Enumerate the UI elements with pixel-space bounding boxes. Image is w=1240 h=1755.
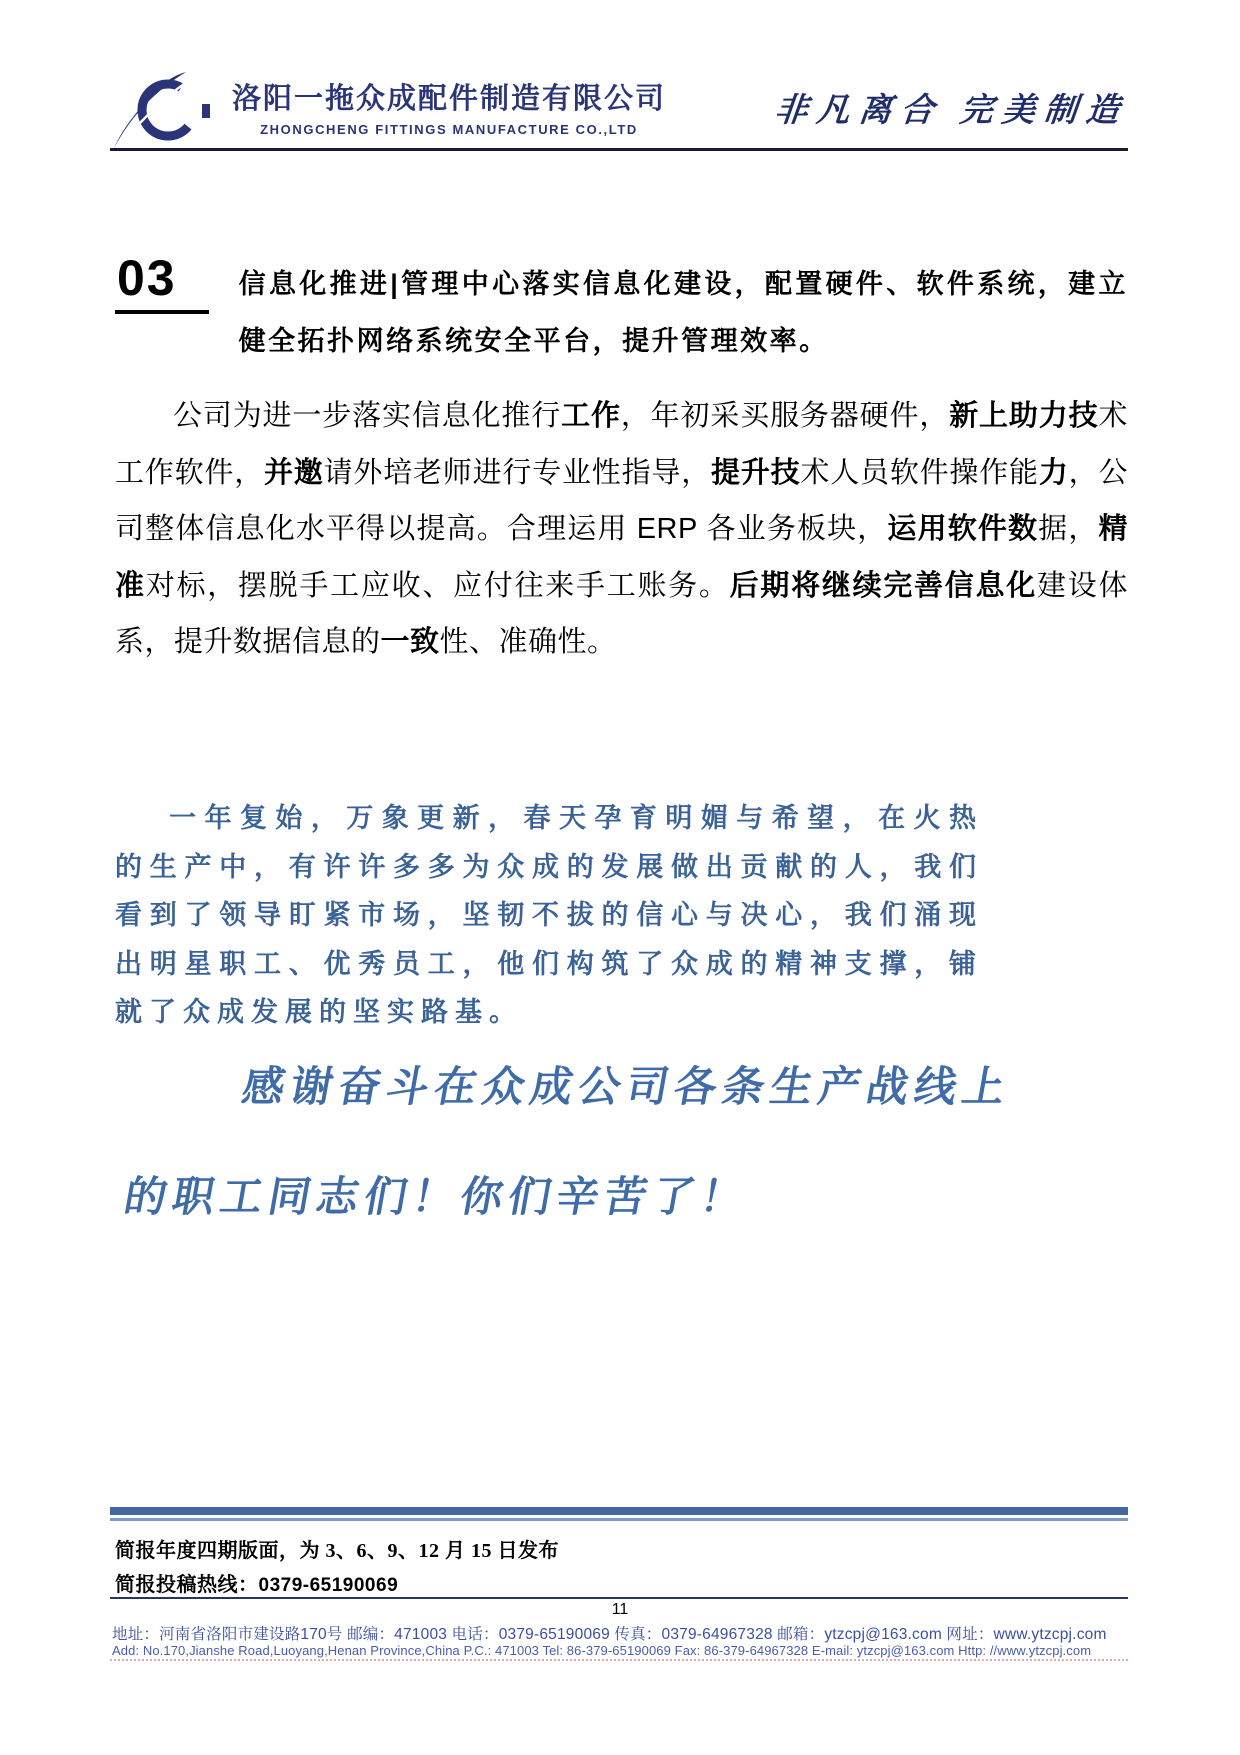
hotline-number: 0379-65190069 (258, 1575, 399, 1596)
body-text-segment: 性、准确性。 (439, 626, 617, 658)
body-text-segment: 后期将继续完善信息化 (729, 569, 1037, 602)
article-body-paragraph (115, 388, 1128, 671)
page-header (110, 68, 1128, 148)
body-text-segment: 提升技 (711, 456, 801, 489)
motivation-paragraph: 一年复始，万象更新，春天孕育明媚与希望，在火热的生产中，有许许多多为众成的发展做出贡献的人，我们看到了领导盯紧市场，坚韧不拔的信心与决心，我们涌现出明星职工、优秀员工，他们构筑了众成的精神支撑，铺就了众成发展的坚实路基。 (115, 803, 983, 1027)
footer-double-rule (110, 1507, 1128, 1521)
company-slogan: 非凡离合 完美制造 (772, 93, 1130, 129)
company-logo-icon (110, 68, 214, 150)
body-text-segment: 术工作软件， (115, 400, 1128, 489)
footer-double-rule-thin (110, 1518, 1128, 1521)
body-text-segment: 建设体系，提升数据信息的 (115, 569, 1128, 658)
body-text-segment: 对标，摆脱手工应收、应付往来手工账务。 (145, 569, 730, 602)
thanks-block (115, 1032, 1128, 1252)
body-text-segment: 新上助力技 (949, 400, 1099, 432)
body-text-segment: 术人员软件操作能 (800, 456, 1039, 489)
body-text-segment: 请外培老师进行专业性指导， (323, 456, 712, 489)
company-brand-block (232, 76, 666, 137)
body-text-segment: 工作 (561, 400, 621, 432)
publish-schedule: 简报年度四期版面，为 3、6、9、12 月 15 日发布 (115, 1540, 559, 1562)
body-text-segment: 公司为进一步落实信息化推行 (173, 400, 562, 432)
article-section (115, 250, 1128, 671)
body-text-segment: 一致 (380, 626, 440, 658)
body-text-segment: 运用软件数 (887, 513, 1039, 545)
address-line-cn: 地址：河南省洛阳市建设路170号 邮编：471003 电话：0379-65190069 传真：0379-64967328 邮箱：ytzcpj@163.com 网址：www.ytzcpj.com (112, 1626, 1107, 1643)
body-text-segment: ，年初采买服务器硬件， (620, 400, 950, 432)
body-text-segment: ，公司整体信息化水平得以提高。合理运用 ERP 各业务板块， (115, 456, 1128, 545)
footer-double-rule-thick (110, 1507, 1128, 1515)
thanks-line-2: 的职工同志们！你们辛苦了！ (120, 1173, 753, 1220)
hotline-line (115, 1568, 398, 1597)
address-line-en: Add: No.170,Jianshe Road,Luoyang,Henan Province,China P.C.: 471003 Tel: 86-379-65190069 Fax: 86-379-64967328 E-mail: ytzcpj@163.com Http: //www.ytzcpj.com (112, 1643, 1092, 1658)
header-rule (110, 148, 1128, 151)
footer-dotted-rule (110, 1659, 1128, 1661)
section-number: 03 (115, 256, 209, 314)
company-name-en: ZHONGCHENG FITTINGS MANUFACTURE CO.,LTD (260, 122, 638, 137)
article-title: 信息化推进|管理中心落实信息化建设，配置硬件、软件系统，建立健全拓扑网络系统安全平台，提升管理效率。 (238, 269, 1128, 356)
thanks-line-1: 感谢奋斗在众成公司各条生产战线上 (238, 1063, 1015, 1110)
footer-rule (110, 1597, 1128, 1599)
body-text-segment: 精准 (115, 513, 1128, 602)
company-name-cn: 洛阳一拖众成配件制造有限公司 (232, 83, 667, 115)
body-text-segment: 据， (1038, 513, 1099, 545)
page-number: 11 (611, 1601, 629, 1618)
hotline-label: 简报投稿热线： (115, 1574, 259, 1596)
body-text-segment: 力 (1038, 456, 1069, 489)
body-text-segment: 并邀 (264, 456, 324, 489)
